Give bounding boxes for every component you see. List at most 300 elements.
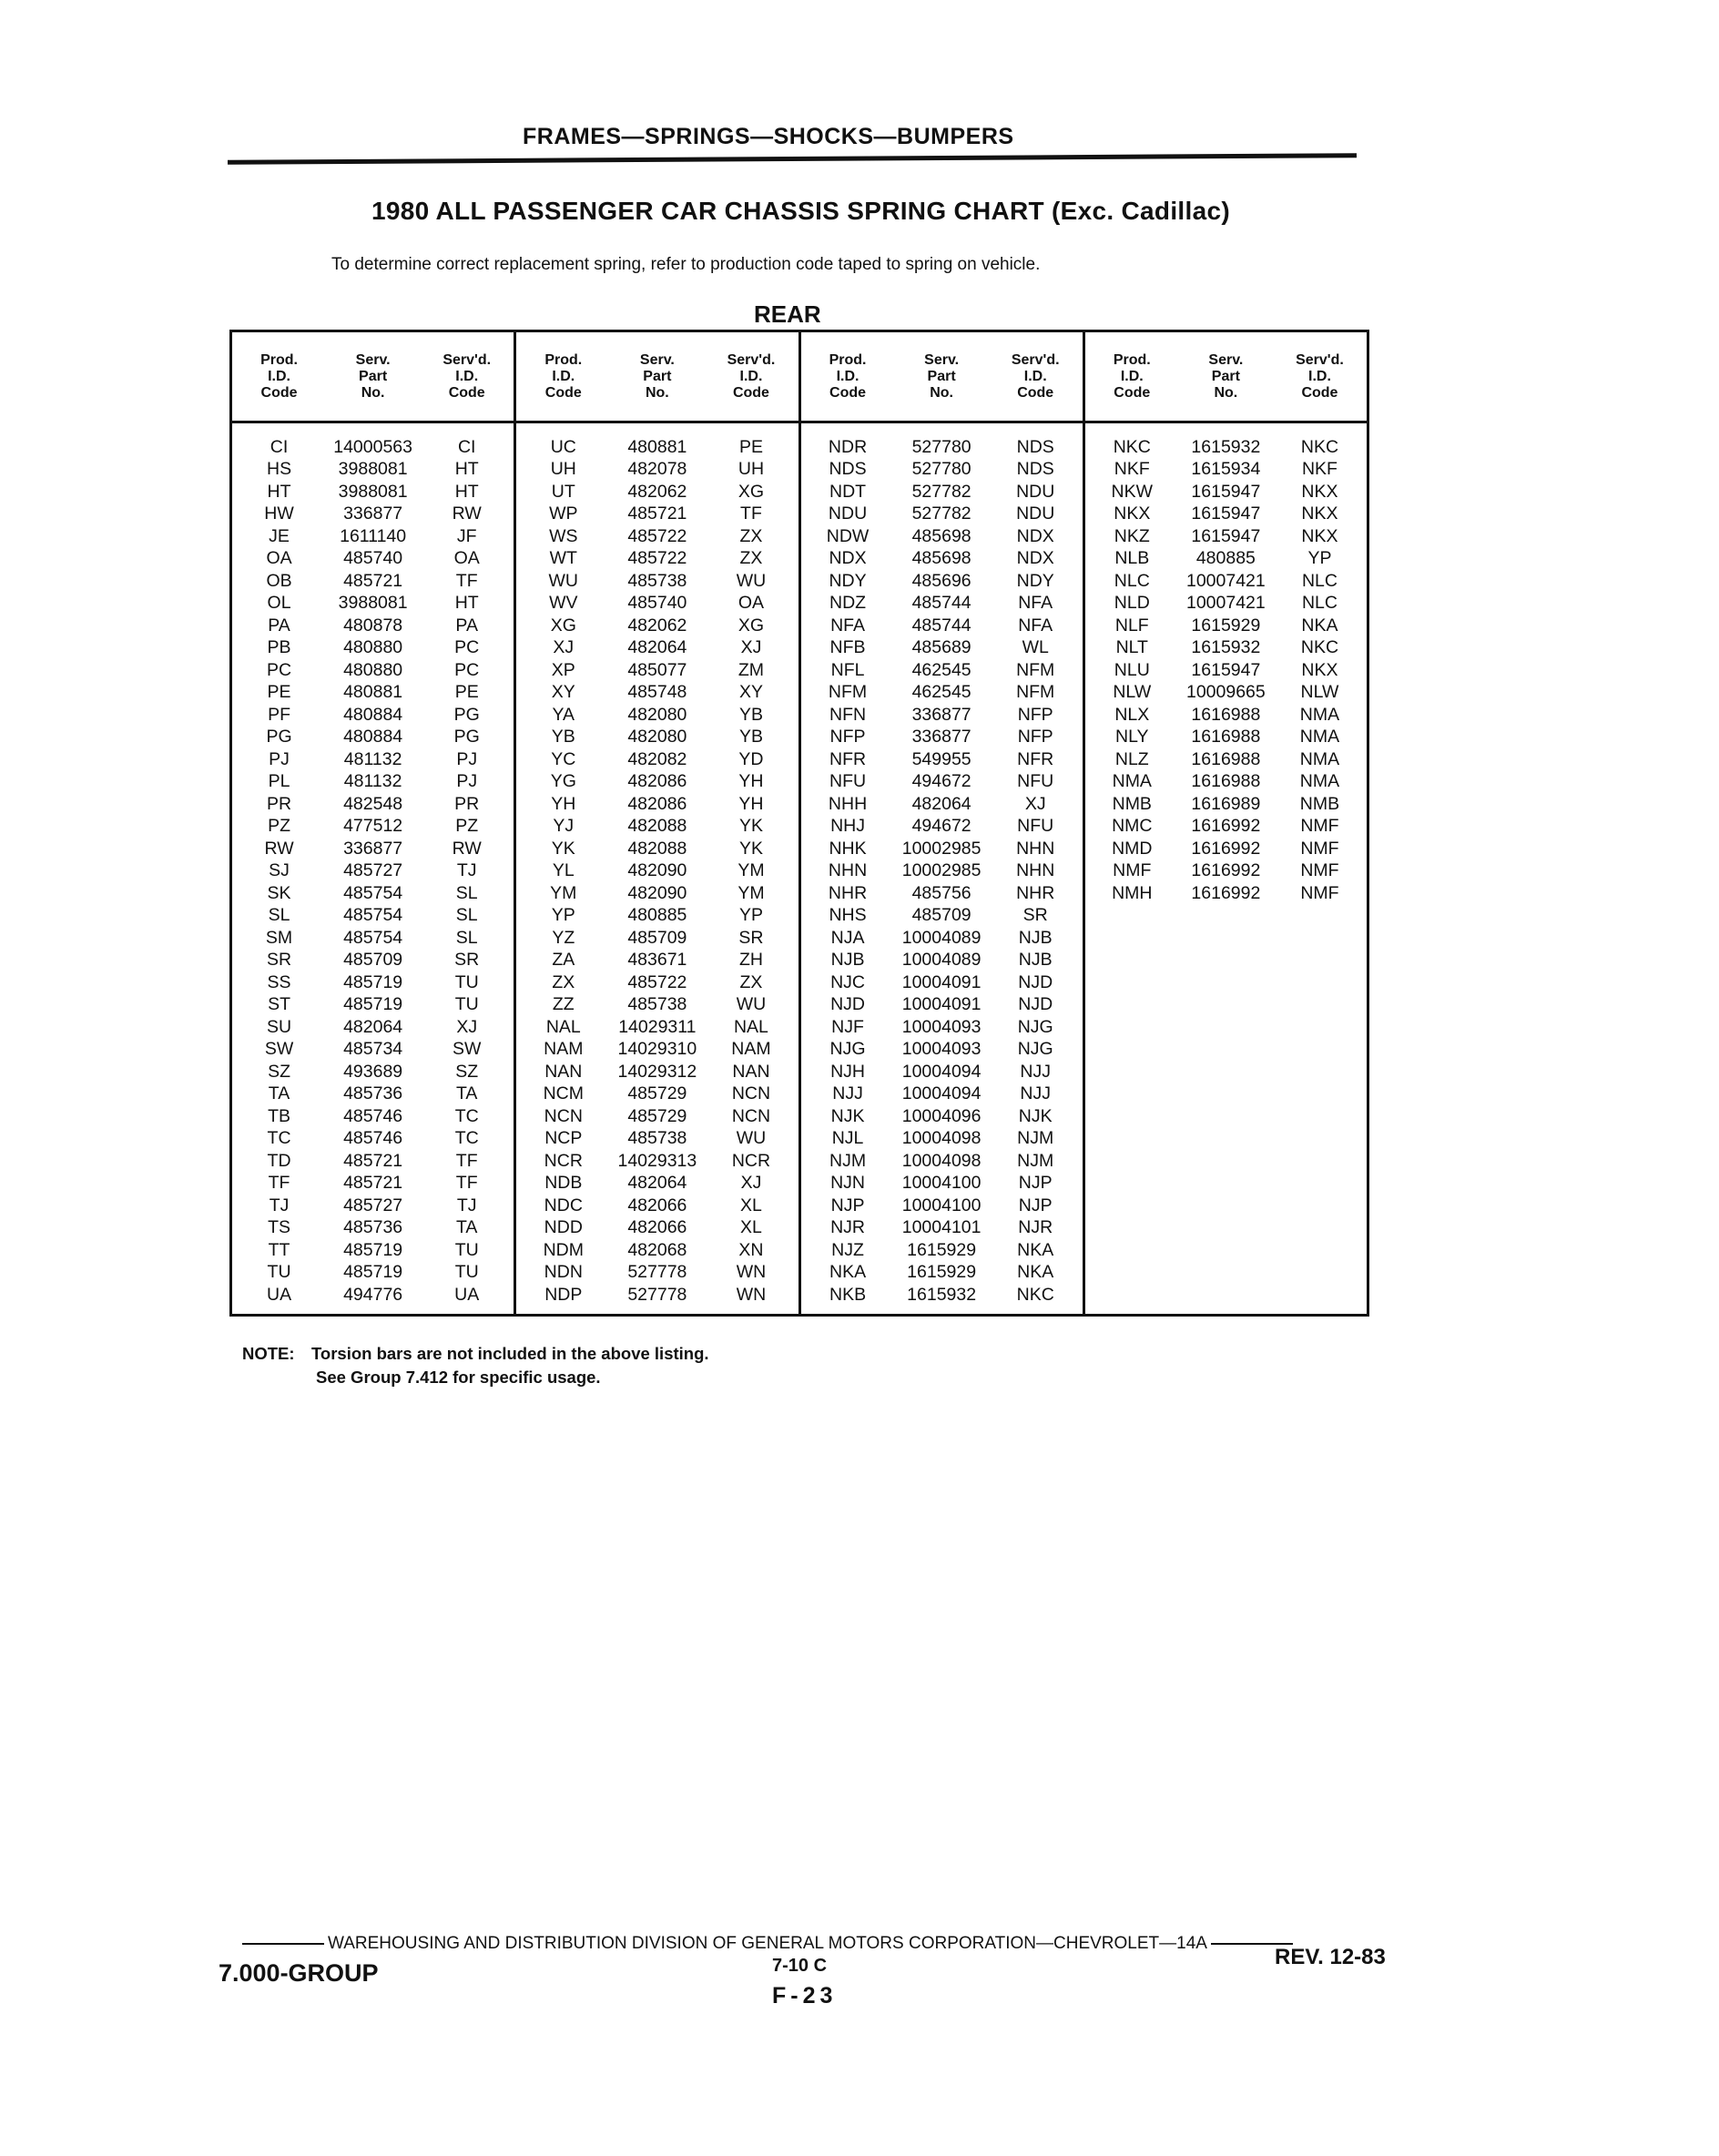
prod-id-code: YK bbox=[551, 838, 575, 859]
table-row bbox=[232, 1128, 514, 1151]
prod-id-code: YJ bbox=[553, 816, 575, 837]
served-id-code: NKF bbox=[1301, 459, 1338, 480]
table-row bbox=[232, 459, 514, 482]
prod-id-code: NJJ bbox=[832, 1083, 863, 1104]
service-part-no: 527778 bbox=[627, 1262, 687, 1283]
service-part-no: 485738 bbox=[627, 1128, 687, 1149]
served-id-code: NHR bbox=[1016, 882, 1055, 903]
served-id-code: NFP bbox=[1017, 704, 1053, 725]
served-id-code: NJB bbox=[1018, 927, 1053, 948]
prod-id-code: NAN bbox=[544, 1061, 583, 1082]
table-row bbox=[516, 637, 798, 660]
column-header: Serv'd. I.D. Code bbox=[1296, 351, 1344, 401]
prod-id-code: NJP bbox=[830, 1195, 865, 1215]
served-id-code: PG bbox=[453, 727, 480, 747]
prod-id-code: OB bbox=[266, 570, 292, 591]
prod-id-code: TD bbox=[267, 1150, 291, 1171]
service-part-no: 10004096 bbox=[901, 1105, 982, 1126]
prod-id-code: RW bbox=[264, 838, 294, 859]
prod-id-code: XG bbox=[550, 615, 576, 636]
column-group bbox=[801, 332, 1085, 1314]
served-id-code: WL bbox=[1022, 637, 1049, 658]
prod-id-code: SS bbox=[267, 971, 291, 992]
service-part-no: 485744 bbox=[911, 615, 971, 636]
service-part-no: 1616989 bbox=[1191, 793, 1261, 814]
table-row bbox=[1085, 593, 1367, 615]
table-row bbox=[232, 593, 514, 615]
served-id-code: PE bbox=[454, 682, 479, 703]
service-part-no: 485740 bbox=[343, 548, 403, 569]
table-row bbox=[232, 637, 514, 660]
served-id-code: TJ bbox=[456, 1195, 477, 1215]
service-part-no: 10004093 bbox=[901, 1016, 982, 1037]
table-row bbox=[801, 1217, 1083, 1240]
prod-id-code: NCN bbox=[544, 1105, 583, 1126]
service-part-no: 485698 bbox=[911, 548, 971, 569]
service-part-no: 10004100 bbox=[901, 1195, 982, 1215]
table-row bbox=[801, 1061, 1083, 1083]
prod-id-code: WS bbox=[549, 525, 578, 546]
prod-id-code: NFA bbox=[830, 615, 865, 636]
section-header: FRAMES—SPRINGS—SHOCKS—BUMPERS bbox=[523, 124, 1014, 149]
table-row bbox=[1085, 771, 1367, 794]
prod-id-code: OA bbox=[266, 548, 292, 569]
table-row bbox=[232, 659, 514, 682]
table-row bbox=[232, 1217, 514, 1240]
prod-id-code: NFN bbox=[829, 704, 867, 725]
prod-id-code: NMB bbox=[1112, 793, 1152, 814]
prod-id-code: NLY bbox=[1115, 727, 1149, 747]
table-row bbox=[232, 548, 514, 571]
service-part-no: 482080 bbox=[627, 727, 687, 747]
service-part-no: 480884 bbox=[343, 704, 403, 725]
service-part-no: 10004091 bbox=[901, 994, 982, 1015]
service-part-no: 1615929 bbox=[1191, 615, 1261, 636]
prod-id-code: PL bbox=[268, 771, 290, 792]
served-id-code: UH bbox=[737, 459, 765, 480]
service-part-no: 1616988 bbox=[1191, 771, 1261, 792]
table-row bbox=[232, 971, 514, 994]
table-row bbox=[801, 570, 1083, 593]
prod-id-code: YC bbox=[551, 748, 576, 769]
service-part-no: 485722 bbox=[627, 548, 687, 569]
table-row bbox=[801, 748, 1083, 771]
service-part-no: 527780 bbox=[911, 436, 971, 457]
served-id-code: TJ bbox=[456, 860, 477, 881]
prod-id-code: NMC bbox=[1112, 816, 1153, 837]
service-part-no: 3988081 bbox=[338, 481, 408, 502]
service-part-no: 480884 bbox=[343, 727, 403, 747]
served-id-code: YB bbox=[738, 727, 763, 747]
table-row bbox=[801, 1284, 1083, 1307]
table-row bbox=[232, 1239, 514, 1262]
service-part-no: 10007421 bbox=[1185, 570, 1266, 591]
prod-id-code: TF bbox=[268, 1173, 290, 1194]
table-row bbox=[516, 927, 798, 950]
service-part-no: 485736 bbox=[343, 1217, 403, 1238]
service-part-no: 481132 bbox=[343, 771, 402, 792]
served-id-code: NJK bbox=[1018, 1105, 1053, 1126]
table-row bbox=[1085, 659, 1367, 682]
service-part-no: 482062 bbox=[627, 615, 687, 636]
column-group bbox=[232, 332, 516, 1314]
table-row bbox=[516, 971, 798, 994]
service-part-no: 549955 bbox=[911, 748, 971, 769]
prod-id-code: SL bbox=[268, 905, 290, 926]
note-label: NOTE: bbox=[242, 1344, 295, 1363]
table-row bbox=[516, 793, 798, 816]
prod-id-code: YP bbox=[551, 905, 575, 926]
served-id-code: HT bbox=[454, 459, 479, 480]
table-row bbox=[1085, 570, 1367, 593]
table-row bbox=[516, 748, 798, 771]
service-part-no: 10004094 bbox=[901, 1083, 982, 1104]
prod-id-code: NLZ bbox=[1114, 748, 1149, 769]
table-row bbox=[801, 838, 1083, 860]
table-row bbox=[232, 882, 514, 905]
served-id-code: NMA bbox=[1299, 771, 1340, 792]
prod-id-code: SM bbox=[265, 927, 293, 948]
table-row bbox=[232, 793, 514, 816]
column-group bbox=[516, 332, 800, 1314]
served-id-code: XL bbox=[740, 1195, 762, 1215]
prod-id-code: ZX bbox=[552, 971, 575, 992]
service-part-no: 485721 bbox=[343, 1150, 403, 1171]
prod-id-code: NDW bbox=[826, 525, 870, 546]
table-row bbox=[1085, 748, 1367, 771]
served-id-code: XJ bbox=[740, 1173, 762, 1194]
table-row bbox=[516, 727, 798, 749]
column-header: Prod. I.D. Code bbox=[260, 351, 298, 401]
table-row bbox=[232, 1262, 514, 1285]
service-part-no: 485696 bbox=[911, 570, 971, 591]
table-row bbox=[801, 615, 1083, 637]
table-row bbox=[232, 771, 514, 794]
table-row bbox=[232, 927, 514, 950]
prod-id-code: SJ bbox=[269, 860, 290, 881]
service-part-no: 1615947 bbox=[1191, 659, 1261, 680]
prod-id-code: NDM bbox=[543, 1239, 584, 1260]
service-part-no: 482090 bbox=[627, 860, 687, 881]
prod-id-code: NJG bbox=[829, 1039, 866, 1060]
column-header: Serv'd. I.D. Code bbox=[1011, 351, 1060, 401]
service-part-no: 1615932 bbox=[1191, 637, 1261, 658]
prod-id-code: NMH bbox=[1112, 882, 1153, 903]
served-id-code: XJ bbox=[456, 1016, 478, 1037]
served-id-code: NLC bbox=[1301, 593, 1338, 614]
service-part-no: 336877 bbox=[911, 727, 971, 747]
served-id-code: NJP bbox=[1018, 1173, 1053, 1194]
table-row bbox=[801, 771, 1083, 794]
prod-id-code: NDX bbox=[829, 548, 867, 569]
note bbox=[242, 1342, 709, 1389]
table-row bbox=[516, 1083, 798, 1106]
served-id-code: NAM bbox=[731, 1039, 771, 1060]
prod-id-code: OL bbox=[267, 593, 291, 614]
prod-id-code: NDB bbox=[544, 1173, 583, 1194]
served-id-code: PC bbox=[454, 637, 480, 658]
service-part-no: 482064 bbox=[627, 1173, 687, 1194]
prod-id-code: NKZ bbox=[1114, 525, 1150, 546]
prod-id-code: NFR bbox=[829, 748, 867, 769]
served-id-code: SR bbox=[1022, 905, 1048, 926]
served-id-code: XJ bbox=[740, 637, 762, 658]
served-id-code: ZX bbox=[739, 548, 763, 569]
prod-id-code: NDP bbox=[544, 1284, 583, 1305]
service-part-no: 1616992 bbox=[1191, 838, 1261, 859]
column-group bbox=[1085, 332, 1367, 1314]
served-id-code: NHN bbox=[1016, 838, 1055, 859]
served-id-code: NFM bbox=[1016, 682, 1055, 703]
table-row bbox=[801, 1105, 1083, 1128]
service-part-no: 482068 bbox=[627, 1239, 687, 1260]
service-part-no: 485719 bbox=[343, 1262, 403, 1283]
service-part-no: 480878 bbox=[343, 615, 403, 636]
served-id-code: SW bbox=[452, 1039, 482, 1060]
served-id-code: PA bbox=[455, 615, 478, 636]
served-id-code: ZH bbox=[738, 950, 763, 971]
prod-id-code: YG bbox=[550, 771, 576, 792]
table-row bbox=[232, 1083, 514, 1106]
table-row bbox=[801, 950, 1083, 972]
service-part-no: 1616988 bbox=[1191, 704, 1261, 725]
table-row bbox=[516, 838, 798, 860]
service-part-no: 485709 bbox=[911, 905, 971, 926]
served-id-code: NMA bbox=[1299, 727, 1340, 747]
table-row bbox=[232, 860, 514, 883]
served-id-code: HT bbox=[454, 593, 479, 614]
served-id-code: NJD bbox=[1018, 994, 1053, 1015]
served-id-code: NMB bbox=[1299, 793, 1340, 814]
service-part-no: 480881 bbox=[627, 436, 687, 457]
prod-id-code: TJ bbox=[269, 1195, 290, 1215]
service-part-no: 482088 bbox=[627, 838, 687, 859]
prod-id-code: TC bbox=[267, 1128, 291, 1149]
served-id-code: TF bbox=[455, 1150, 478, 1171]
prod-id-code: NHR bbox=[828, 882, 868, 903]
service-part-no: 1611140 bbox=[340, 525, 407, 546]
service-part-no: 1615929 bbox=[907, 1239, 977, 1260]
prod-id-code: NJD bbox=[830, 994, 865, 1015]
prod-id-code: NJM bbox=[829, 1150, 867, 1171]
service-part-no: 485746 bbox=[343, 1105, 403, 1126]
served-id-code: CI bbox=[457, 436, 476, 457]
row-list bbox=[516, 423, 798, 1307]
prod-id-code: NKB bbox=[829, 1284, 867, 1305]
table-row bbox=[801, 905, 1083, 928]
prod-id-code: NLU bbox=[1114, 659, 1150, 680]
prod-id-code: SW bbox=[264, 1039, 294, 1060]
served-id-code: NMF bbox=[1300, 838, 1339, 859]
table-row bbox=[516, 436, 798, 459]
prod-id-code: NJA bbox=[830, 927, 865, 948]
service-part-no: 10002985 bbox=[901, 860, 982, 881]
table-row bbox=[801, 860, 1083, 883]
table-row bbox=[1085, 503, 1367, 526]
served-id-code: NFP bbox=[1017, 727, 1053, 747]
served-id-code: YH bbox=[738, 771, 764, 792]
service-part-no: 336877 bbox=[343, 838, 403, 859]
table-row bbox=[1085, 793, 1367, 816]
footer-publisher-text: WAREHOUSING AND DISTRIBUTION DIVISION OF GENERAL MOTORS CORPORATION—CHEVROLET—14A bbox=[328, 1934, 1207, 1953]
service-part-no: 1615947 bbox=[1191, 503, 1261, 524]
prod-id-code: NFP bbox=[829, 727, 866, 747]
table-row bbox=[516, 905, 798, 928]
table-row bbox=[516, 682, 798, 705]
table-row bbox=[232, 816, 514, 839]
column-header: Serv. Part No. bbox=[924, 351, 960, 401]
table-row bbox=[1085, 615, 1367, 637]
table-row bbox=[801, 1195, 1083, 1217]
table-row bbox=[801, 481, 1083, 503]
served-id-code: NDX bbox=[1016, 525, 1054, 546]
served-id-code: NJJ bbox=[1020, 1083, 1051, 1104]
prod-id-code: YH bbox=[551, 793, 576, 814]
served-id-code: NCR bbox=[731, 1150, 771, 1171]
served-id-code: NKA bbox=[1301, 615, 1338, 636]
table-row bbox=[801, 1150, 1083, 1173]
rear-label: REAR bbox=[754, 300, 821, 328]
column-header: Serv. Part No. bbox=[1208, 351, 1244, 401]
prod-id-code: NJH bbox=[830, 1061, 865, 1082]
prod-id-code: NDU bbox=[828, 503, 868, 524]
footer-revision: REV. 12-83 bbox=[1275, 1945, 1386, 1969]
table-row bbox=[801, 1016, 1083, 1039]
service-part-no: 485722 bbox=[627, 971, 687, 992]
prod-id-code: YZ bbox=[552, 927, 575, 948]
prod-id-code: PA bbox=[268, 615, 290, 636]
prod-id-code: NLX bbox=[1114, 704, 1150, 725]
served-id-code: TU bbox=[454, 971, 479, 992]
served-id-code: NCN bbox=[731, 1083, 771, 1104]
service-part-no: 480885 bbox=[1195, 548, 1256, 569]
table-row bbox=[232, 481, 514, 503]
prod-id-code: NLC bbox=[1114, 570, 1150, 591]
prod-id-code: NDR bbox=[828, 436, 868, 457]
service-part-no: 336877 bbox=[343, 503, 403, 524]
service-part-no: 462545 bbox=[911, 659, 971, 680]
prod-id-code: NKX bbox=[1114, 503, 1151, 524]
prod-id-code: NLW bbox=[1113, 682, 1152, 703]
service-part-no: 10002985 bbox=[901, 838, 982, 859]
table-row bbox=[516, 1217, 798, 1240]
prod-id-code: TU bbox=[267, 1262, 291, 1283]
prod-id-code: UC bbox=[550, 436, 576, 457]
prod-id-code: NAM bbox=[544, 1039, 584, 1060]
service-part-no: 485738 bbox=[627, 570, 687, 591]
prod-id-code: NJL bbox=[831, 1128, 864, 1149]
prod-id-code: ST bbox=[268, 994, 290, 1015]
service-part-no: 1615934 bbox=[1191, 459, 1261, 480]
service-part-no: 14029313 bbox=[617, 1150, 697, 1171]
served-id-code: PJ bbox=[456, 771, 478, 792]
table-row bbox=[232, 1195, 514, 1217]
prod-id-code: NLD bbox=[1114, 593, 1150, 614]
footer-dash-left bbox=[242, 1943, 324, 1945]
served-id-code: NJG bbox=[1017, 1016, 1053, 1037]
prod-id-code: NCR bbox=[544, 1150, 583, 1171]
prod-id-code: NHJ bbox=[830, 816, 865, 837]
served-id-code: PG bbox=[453, 704, 480, 725]
prod-id-code: NDC bbox=[544, 1195, 583, 1215]
served-id-code: HT bbox=[454, 481, 479, 502]
column-header: Serv'd. I.D. Code bbox=[442, 351, 492, 401]
service-part-no: 485754 bbox=[343, 927, 403, 948]
served-id-code: NJR bbox=[1018, 1217, 1053, 1238]
table-row bbox=[516, 860, 798, 883]
service-part-no: 1615932 bbox=[907, 1284, 977, 1305]
served-id-code: ZM bbox=[737, 659, 765, 680]
table-row bbox=[232, 1150, 514, 1173]
prod-id-code: HS bbox=[266, 459, 292, 480]
service-part-no: 10004094 bbox=[901, 1061, 982, 1082]
prod-id-code: SU bbox=[266, 1016, 292, 1037]
prod-id-code: ZA bbox=[552, 950, 575, 971]
table-row bbox=[1085, 637, 1367, 660]
service-part-no: 1615929 bbox=[907, 1262, 977, 1283]
served-id-code: ZX bbox=[739, 971, 763, 992]
prod-id-code: NHS bbox=[829, 905, 867, 926]
table-row bbox=[516, 816, 798, 839]
served-id-code: WU bbox=[736, 994, 767, 1015]
served-id-code: TC bbox=[454, 1128, 479, 1149]
column-header: Prod. I.D. Code bbox=[1113, 351, 1151, 401]
prod-id-code: XJ bbox=[553, 637, 575, 658]
prod-id-code: NAL bbox=[545, 1016, 581, 1037]
served-id-code: WN bbox=[736, 1262, 767, 1283]
service-part-no: 482062 bbox=[627, 481, 687, 502]
served-id-code: PJ bbox=[456, 748, 478, 769]
prod-id-code: PZ bbox=[268, 816, 290, 837]
table-row bbox=[801, 1173, 1083, 1195]
service-part-no: 482066 bbox=[627, 1217, 687, 1238]
table-row bbox=[801, 704, 1083, 727]
prod-id-code: TB bbox=[268, 1105, 290, 1126]
service-part-no: 482066 bbox=[627, 1195, 687, 1215]
service-part-no: 494776 bbox=[343, 1284, 403, 1305]
served-id-code: XL bbox=[740, 1217, 762, 1238]
served-id-code: TU bbox=[454, 1262, 479, 1283]
prod-id-code: XP bbox=[551, 659, 575, 680]
served-id-code: YH bbox=[738, 793, 764, 814]
service-part-no: 10004089 bbox=[901, 927, 982, 948]
served-id-code: NMF bbox=[1300, 882, 1339, 903]
prod-id-code: NJB bbox=[830, 950, 865, 971]
service-part-no: 485754 bbox=[343, 905, 403, 926]
service-part-no: 485734 bbox=[343, 1039, 403, 1060]
table-row bbox=[232, 570, 514, 593]
served-id-code: NKC bbox=[1016, 1284, 1054, 1305]
table-row bbox=[516, 994, 798, 1017]
prod-id-code: TT bbox=[268, 1239, 290, 1260]
table-row bbox=[516, 1239, 798, 1262]
column-header: Prod. I.D. Code bbox=[544, 351, 583, 401]
service-part-no: 494672 bbox=[911, 816, 971, 837]
service-part-no: 480881 bbox=[343, 682, 403, 703]
served-id-code: YK bbox=[738, 838, 763, 859]
service-part-no: 527778 bbox=[627, 1284, 687, 1305]
table-row bbox=[516, 1195, 798, 1217]
served-id-code: XG bbox=[737, 481, 765, 502]
service-part-no: 482090 bbox=[627, 882, 687, 903]
prod-id-code: NJC bbox=[830, 971, 865, 992]
prod-id-code: PR bbox=[266, 793, 292, 814]
service-part-no: 481132 bbox=[343, 748, 402, 769]
column-header-row bbox=[801, 332, 1083, 423]
prod-id-code: TS bbox=[268, 1217, 290, 1238]
service-part-no: 10004101 bbox=[901, 1217, 982, 1238]
prod-id-code: JE bbox=[269, 525, 290, 546]
